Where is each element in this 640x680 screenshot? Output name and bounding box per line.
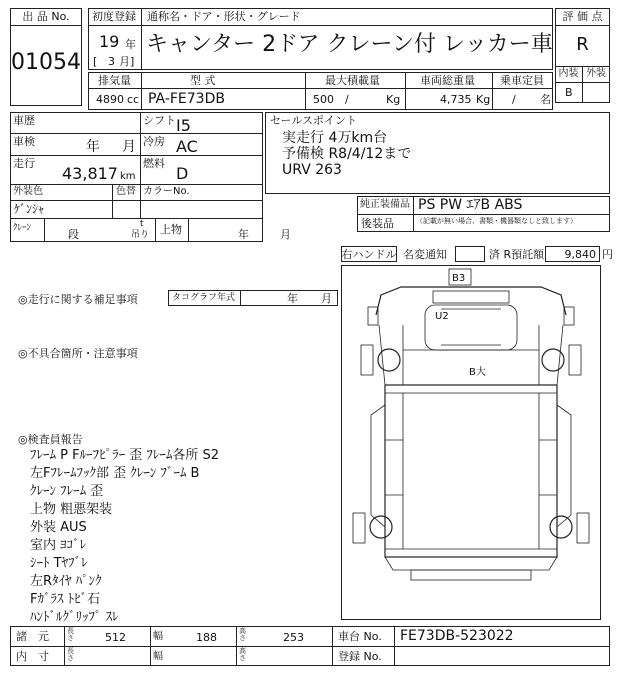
reg-year-unit: 年: [125, 38, 136, 51]
max-load-slash: /: [345, 93, 349, 106]
max-load-label: 最大積載量: [325, 74, 380, 87]
mileage-unit: km: [120, 171, 136, 182]
name-change-box: [455, 246, 485, 262]
truck-diagram: [341, 265, 601, 620]
standard-equip: PS PW ｴｱB ABS: [418, 197, 523, 213]
model-value: PA-FE73DB: [148, 91, 225, 107]
height-label: 高さ: [239, 627, 246, 643]
damage-mark-b-large: B大: [469, 367, 486, 378]
dims-label: 諸 元: [16, 630, 49, 643]
model-name-label: 通称名・ドア・形状・グレード: [147, 10, 301, 23]
recycle-unit: 円: [602, 248, 613, 261]
inspection-year-unit: 年: [86, 139, 100, 155]
inspector-line: 上物 粗悪架装: [30, 502, 113, 517]
capacity-slash: /: [512, 93, 516, 106]
width-label: 幅: [153, 631, 163, 642]
reg-month-open: [: [93, 55, 98, 68]
inspector-line: ﾊﾝﾄﾞﾙｸﾞﾘｯﾌﾟ ｽﾚ: [30, 610, 119, 625]
gross-weight-label: 車両総重量: [420, 74, 475, 87]
inspector-line: 左Fﾌﾚｰﾑﾌｯｸ部 歪 ｸﾚｰﾝ ﾌﾞｰﾑ B: [30, 466, 200, 481]
fuel-label: 燃料: [143, 157, 165, 170]
driving-notes-label: ◎走行に関する補足事項: [18, 293, 138, 306]
inspector-line: Fｶﾞﾗｽ ﾄﾋﾞ石: [30, 592, 101, 607]
aircon-value: AC: [176, 137, 198, 156]
in-length-label: 長さ: [67, 647, 74, 663]
damage-mark-b3: B3: [452, 273, 466, 284]
interior-grade: B: [565, 86, 573, 99]
inspector-line: ｸﾚｰﾝ ﾌﾚｰﾑ 歪: [30, 484, 104, 499]
recycle-label: 済 R預託額: [489, 248, 545, 261]
inspection-label: 車検: [13, 135, 35, 148]
in-width-label: 幅: [153, 651, 163, 662]
fuel-value: D: [176, 164, 189, 183]
tachograph-label: タコグラフ年式: [172, 293, 236, 303]
exterior-color: ｹﾞﾝｼｬ: [14, 202, 45, 216]
length-value: 512: [105, 631, 126, 644]
sales-point-line: 実走行 4万km台: [282, 130, 388, 146]
inspector-line: 左Rﾀｲﾔ ﾊﾟﾝｸ: [30, 574, 102, 589]
first-reg-label: 初度登録: [92, 10, 136, 23]
lot-no-label: 出 品 No.: [22, 10, 70, 23]
sales-point-line: 予備検 R8/4/12まで: [282, 146, 412, 162]
inspector-line: ﾌﾚｰﾑ P Fﾙｰﾌﾋﾟﾗｰ 歪 ﾌﾚｰﾑ各所 S2: [30, 448, 220, 463]
tachograph-month-unit: 月: [321, 292, 332, 305]
lot-no: 01054: [11, 50, 81, 75]
reg-no-label: 登録 No.: [338, 650, 382, 663]
max-load: 500: [313, 93, 334, 106]
capacity-label: 乗車定員: [500, 74, 544, 87]
handle-label: 右ハンドル: [341, 248, 397, 261]
height-value: 253: [283, 631, 304, 644]
sales-point-line: URV 263: [282, 162, 342, 178]
displacement: 4890: [96, 93, 124, 106]
aftermarket-note: （記載が無い場合、書類・機器類なしと致します）: [416, 217, 577, 225]
model-label: 型 式: [190, 74, 216, 87]
name-change-label: 名変通知: [403, 248, 447, 261]
displacement-unit: cc: [127, 93, 140, 106]
inspector-line: 外装 AUS: [30, 520, 87, 535]
chassis-value: FE73DB-523022: [400, 628, 514, 644]
shift-label: シフト: [143, 114, 176, 127]
gross-weight: 4,735: [440, 93, 472, 106]
body-year-unit: 年: [238, 228, 249, 241]
aircon-label: 冷房: [143, 135, 165, 148]
grade-label: 評 価 点: [562, 10, 603, 23]
exterior-label: 外装: [586, 68, 606, 79]
inspector-label: ◎検査員報告: [18, 433, 83, 446]
sales-points-label: セールスポイント: [270, 114, 358, 127]
inspection-month-unit: 月: [122, 139, 136, 155]
color-change-label: 色替: [116, 186, 136, 197]
chassis-label: 車台 No.: [338, 630, 382, 643]
inspector-line: 室内 ﾖｺﾞﾚ: [30, 538, 87, 553]
body-label: 上物: [160, 223, 182, 236]
inspector-line: ｼｰﾄ Tﾔﾌﾞﾚ: [30, 556, 88, 571]
shift-value: I5: [176, 116, 191, 135]
tachograph-year-unit: 年: [287, 292, 298, 305]
reg-month: 3: [108, 55, 115, 68]
color-no-label: カラーNo.: [143, 186, 190, 197]
exterior-color-label: 外装色: [13, 186, 43, 197]
defects-label: ◎不具合箇所・注意事項: [18, 347, 138, 360]
length-label: 長さ: [67, 627, 74, 643]
gross-weight-unit: Kg: [476, 93, 491, 106]
mileage-value: 43,817: [62, 164, 118, 183]
capacity-unit: 名: [540, 93, 551, 106]
crane-label: ｸﾚｰﾝ: [13, 223, 32, 233]
body-month-unit: 月: [280, 228, 291, 241]
grade-value: R: [576, 34, 589, 55]
standard-equip-label: 純正装備品: [360, 199, 410, 210]
specs-grid: [10, 112, 263, 242]
width-value: 188: [196, 631, 217, 644]
max-load-unit: Kg: [386, 93, 401, 106]
recycle-amount: 9,840: [564, 248, 596, 261]
reg-year: 19: [99, 32, 120, 51]
crane-stage-unit: 段: [68, 228, 79, 241]
aftermarket-label: 後装品: [361, 217, 394, 230]
vehicle-name: キャンター 2ドア クレーン付 レッカー車: [146, 32, 553, 57]
mileage-label: 走行: [13, 157, 35, 170]
damage-mark-u2: U2: [435, 311, 449, 322]
interior-label: 内装: [558, 68, 579, 79]
crane-lift-unit: 吊り: [131, 230, 150, 240]
reg-month-unit: 月]: [119, 55, 135, 68]
displacement-label: 排気量: [98, 74, 131, 87]
crane-ton-unit: t: [140, 219, 144, 229]
interior-dims-label: 内 寸: [16, 650, 49, 663]
history-label: 車歴: [13, 114, 35, 127]
in-height-label: 高さ: [239, 647, 246, 663]
